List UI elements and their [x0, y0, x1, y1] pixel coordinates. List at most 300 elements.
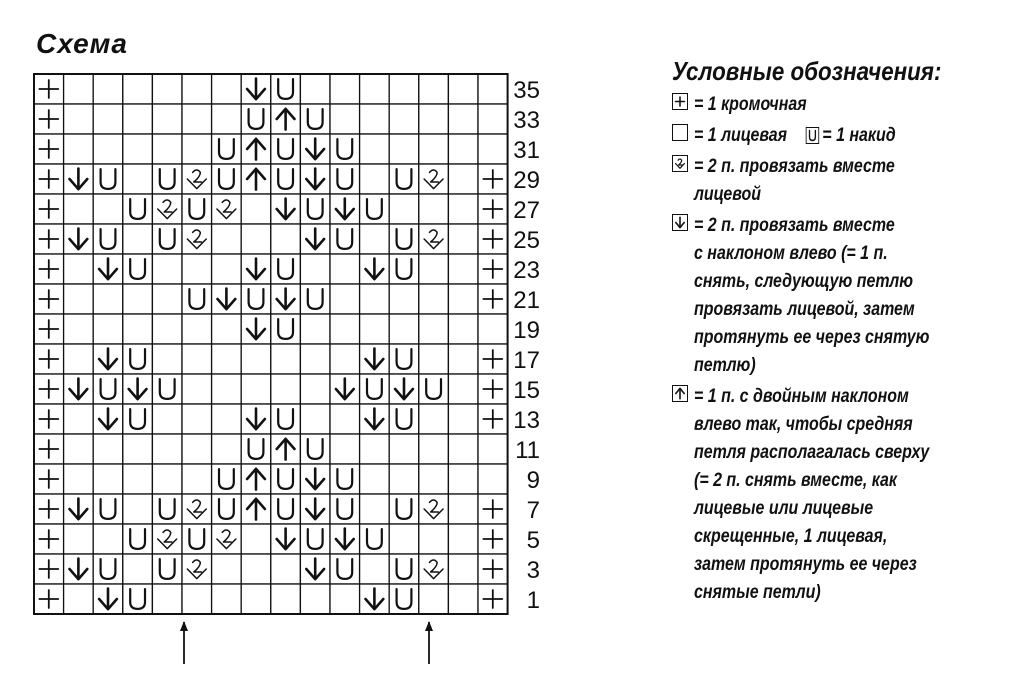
k2tog-left-arrow-icon — [330, 194, 360, 224]
row-number: 15 — [513, 377, 540, 404]
knit-cell — [212, 74, 242, 104]
knit-cell — [419, 464, 449, 494]
knit-cell — [212, 314, 242, 344]
yarn-over-icon — [389, 494, 419, 524]
chart-title: Схема — [36, 28, 128, 59]
knit-cell — [300, 74, 330, 104]
yarn-over-icon — [389, 584, 419, 614]
yarn-over-icon — [212, 164, 242, 194]
k2tog-left-arrow-icon — [64, 494, 94, 524]
double-decrease-icon — [672, 385, 688, 402]
knit-cell — [241, 194, 271, 224]
yarn-over-icon — [212, 464, 242, 494]
knit-cell — [182, 74, 212, 104]
k2tog-left-arrow-icon — [93, 404, 123, 434]
knit-cell — [93, 74, 123, 104]
knit-cell — [389, 524, 419, 554]
yarn-over-icon — [271, 404, 301, 434]
knit-cell — [300, 254, 330, 284]
k2tog-left-arrow-icon — [241, 314, 271, 344]
legend-item — [672, 91, 1012, 119]
knit-cell — [389, 314, 419, 344]
yarn-over-icon — [182, 194, 212, 224]
yarn-over-icon — [300, 434, 330, 464]
knit-cell — [271, 374, 301, 404]
knit-cell — [330, 344, 360, 374]
k2tog-right-icon — [672, 155, 688, 172]
edge-stitch-plus-icon — [34, 224, 64, 254]
legend — [672, 56, 1012, 607]
knit-cell — [448, 404, 478, 434]
knit-cell — [64, 314, 94, 344]
k2tog-left-arrow-icon — [271, 524, 301, 554]
knit-cell — [448, 524, 478, 554]
yarn-over-icon — [182, 524, 212, 554]
row-number: 5 — [526, 527, 540, 554]
knit-cell — [360, 104, 390, 134]
knit-cell — [271, 554, 301, 584]
k2tog-right-icon — [419, 554, 449, 584]
row-number: 7 — [526, 497, 540, 524]
legend-item — [672, 212, 1012, 380]
yarn-over-icon — [93, 554, 123, 584]
knit-cell — [152, 74, 182, 104]
edge-stitch-plus-icon — [478, 344, 508, 374]
knit-cell — [182, 434, 212, 464]
yarn-over-icon — [360, 524, 390, 554]
yarn-over-icon — [271, 74, 301, 104]
yarn-over-icon — [389, 344, 419, 374]
knit-cell — [330, 434, 360, 464]
legend-line: затем протянуть ее через — [694, 554, 917, 575]
legend-line: лицевой — [694, 184, 762, 205]
row-number: 9 — [526, 467, 540, 494]
edge-stitch-plus-icon — [34, 74, 64, 104]
edge-stitch-plus-icon — [34, 404, 64, 434]
knit-cell — [212, 584, 242, 614]
knit-cell — [360, 224, 390, 254]
knit-cell — [93, 434, 123, 464]
legend-item-text — [694, 153, 895, 209]
knit-cell — [448, 74, 478, 104]
k2tog-right-icon — [419, 164, 449, 194]
edge-stitch-plus-icon — [34, 254, 64, 284]
yarn-over-icon — [152, 494, 182, 524]
yarn-over-icon — [271, 464, 301, 494]
k2tog-left-arrow-icon — [271, 284, 301, 314]
knit-cell — [478, 314, 508, 344]
double-decrease-arrow-icon — [241, 134, 271, 164]
k2tog-left-arrow-icon — [241, 404, 271, 434]
knit-cell — [448, 584, 478, 614]
knit-cell — [152, 404, 182, 434]
repeat-marker-arrow-icon — [425, 621, 433, 664]
knit-cell — [330, 284, 360, 314]
knit-cell — [300, 404, 330, 434]
row-number: 21 — [513, 287, 540, 314]
knit-cell — [478, 134, 508, 164]
yarn-over-icon — [93, 164, 123, 194]
knit-cell — [64, 404, 94, 434]
knit-cell — [212, 344, 242, 374]
k2tog-left-arrow-icon — [93, 344, 123, 374]
knit-cell — [64, 104, 94, 134]
knit-cell — [212, 554, 242, 584]
k2tog-right-icon — [182, 554, 212, 584]
knit-cell — [64, 74, 94, 104]
k2tog-right-icon — [182, 164, 212, 194]
legend-line: петля располагалась сверху — [694, 442, 930, 463]
edge-stitch-plus-icon — [478, 404, 508, 434]
knit-cell — [448, 254, 478, 284]
knit-cell — [360, 284, 390, 314]
edge-stitch-plus-icon — [34, 374, 64, 404]
k2tog-left-icon — [672, 214, 688, 231]
knit-cell — [182, 584, 212, 614]
knit-cell — [389, 194, 419, 224]
k2tog-left-arrow-icon — [241, 254, 271, 284]
yarn-over-icon — [300, 524, 330, 554]
knit-cell — [360, 464, 390, 494]
yarn-over-icon — [123, 524, 153, 554]
knit-cell — [448, 344, 478, 374]
knit-cell — [123, 314, 153, 344]
knit-cell — [300, 584, 330, 614]
yarn-over-icon — [389, 254, 419, 284]
edge-stitch-plus-icon — [478, 554, 508, 584]
legend-line: провязать лицевой, затем — [694, 299, 915, 320]
legend-extra-text: = 1 накид — [822, 125, 896, 146]
edge-stitch-plus-icon — [34, 434, 64, 464]
knit-cell — [419, 134, 449, 164]
knit-cell — [330, 74, 360, 104]
edge-stitch-plus-icon — [34, 464, 64, 494]
knit-cell — [389, 134, 419, 164]
knit-cell — [389, 104, 419, 134]
yarn-over-icon — [212, 134, 242, 164]
edge-stitch-plus-icon — [34, 524, 64, 554]
legend-line: влево так, чтобы средняя — [694, 414, 913, 435]
knit-cell — [241, 584, 271, 614]
k2tog-left-arrow-icon — [93, 254, 123, 284]
edge-stitch-plus-icon — [478, 164, 508, 194]
k2tog-right-icon — [212, 524, 242, 554]
knit-cell — [123, 494, 153, 524]
k2tog-left-arrow-icon — [360, 254, 390, 284]
knit-cell — [64, 464, 94, 494]
legend-line: снятые петли) — [694, 582, 821, 603]
knit-cell — [419, 584, 449, 614]
k2tog-left-arrow-icon — [123, 374, 153, 404]
knit-cell — [123, 164, 153, 194]
k2tog-left-arrow-icon — [212, 284, 242, 314]
knit-cell — [360, 494, 390, 524]
legend-item — [672, 122, 1012, 150]
edge-stitch-plus-icon — [34, 194, 64, 224]
yarn-over-icon — [93, 224, 123, 254]
yarn-over-icon — [300, 104, 330, 134]
k2tog-right-icon — [152, 524, 182, 554]
legend-item-text — [694, 212, 929, 380]
knit-cell — [448, 284, 478, 314]
knit-cell — [212, 254, 242, 284]
yarn-over-icon — [389, 404, 419, 434]
yarn-over-icon — [389, 164, 419, 194]
yarn-over-icon — [330, 164, 360, 194]
knit-cell — [212, 224, 242, 254]
yarn-over-icon — [330, 554, 360, 584]
row-number: 3 — [526, 557, 540, 584]
knit-cell — [182, 134, 212, 164]
yarn-over-icon — [271, 134, 301, 164]
double-decrease-arrow-icon — [241, 164, 271, 194]
repeat-marker-arrow-icon — [180, 621, 188, 664]
yarn-over-icon — [271, 164, 301, 194]
edge-stitch-plus-icon — [34, 134, 64, 164]
knit-cell — [152, 344, 182, 374]
legend-title: Условные обозначения: — [672, 56, 942, 86]
knit-cell — [241, 524, 271, 554]
knit-cell — [330, 404, 360, 434]
row-number: 13 — [513, 407, 540, 434]
k2tog-right-icon — [182, 494, 212, 524]
knit-cell — [152, 254, 182, 284]
edge-stitch-plus-icon — [34, 164, 64, 194]
knit-cell — [182, 344, 212, 374]
row-number: 33 — [513, 107, 540, 134]
knit-cell — [271, 344, 301, 374]
yarn-over-icon — [123, 254, 153, 284]
knit-cell — [152, 464, 182, 494]
knit-cell — [212, 404, 242, 434]
knit-cell — [478, 434, 508, 464]
knit-cell — [389, 74, 419, 104]
k2tog-left-arrow-icon — [93, 584, 123, 614]
legend-item-text — [694, 122, 896, 150]
knit-cell — [360, 134, 390, 164]
yarn-over-icon — [330, 224, 360, 254]
knit-cell — [300, 314, 330, 344]
legend-line: протянуть ее через снятую — [694, 327, 930, 348]
knit-cell — [182, 404, 212, 434]
row-number: 17 — [513, 347, 540, 374]
knit-cell — [123, 284, 153, 314]
knit-cell — [478, 74, 508, 104]
yarn-over-icon — [330, 134, 360, 164]
empty-square-icon — [672, 124, 688, 141]
knit-cell — [448, 164, 478, 194]
legend-line: (= 2 п. снять вместе, как — [694, 470, 897, 491]
knit-cell — [419, 104, 449, 134]
yarn-over-icon — [212, 494, 242, 524]
legend-line: лицевые или лицевые — [694, 498, 874, 519]
double-decrease-arrow-icon — [271, 434, 301, 464]
legend-line: = 1 кромочная — [694, 94, 807, 115]
k2tog-left-arrow-icon — [300, 494, 330, 524]
knit-cell — [241, 224, 271, 254]
legend-line: с наклоном влево (= 1 п. — [694, 243, 888, 264]
knit-cell — [93, 194, 123, 224]
yarn-over-icon — [360, 374, 390, 404]
yarn-over-icon — [123, 584, 153, 614]
row-number: 25 — [513, 227, 540, 254]
k2tog-right-icon — [212, 194, 242, 224]
k2tog-left-arrow-icon — [389, 374, 419, 404]
yarn-over-icon — [152, 164, 182, 194]
knit-cell — [64, 134, 94, 164]
knit-cell — [419, 194, 449, 224]
double-decrease-arrow-icon — [271, 104, 301, 134]
yarn-over-icon — [806, 127, 819, 144]
legend-item — [672, 153, 1012, 209]
knit-cell — [360, 164, 390, 194]
k2tog-right-icon — [419, 224, 449, 254]
knit-cell — [212, 434, 242, 464]
knit-cell — [123, 74, 153, 104]
knit-cell — [419, 524, 449, 554]
knit-cell — [93, 284, 123, 314]
yarn-over-icon — [419, 374, 449, 404]
knit-cell — [123, 134, 153, 164]
knit-cell — [64, 284, 94, 314]
knit-cell — [419, 314, 449, 344]
row-number: 11 — [515, 437, 540, 464]
legend-item-text — [694, 91, 807, 119]
k2tog-left-arrow-icon — [330, 524, 360, 554]
yarn-over-icon — [271, 494, 301, 524]
knit-cell — [330, 584, 360, 614]
knit-cell — [64, 524, 94, 554]
knit-cell — [300, 374, 330, 404]
yarn-over-icon — [360, 194, 390, 224]
knit-cell — [271, 584, 301, 614]
legend-line: = 1 п. с двойным наклоном — [694, 386, 909, 407]
knit-cell — [478, 104, 508, 134]
yarn-over-icon — [93, 374, 123, 404]
knit-cell — [448, 434, 478, 464]
legend-line: петлю) — [694, 355, 756, 376]
knit-cell — [123, 224, 153, 254]
knit-cell — [360, 74, 390, 104]
legend-line: скрещенные, 1 лицевая, — [694, 526, 888, 547]
yarn-over-icon — [123, 404, 153, 434]
k2tog-left-arrow-icon — [360, 584, 390, 614]
k2tog-left-arrow-icon — [300, 554, 330, 584]
edge-stitch-plus-icon — [34, 344, 64, 374]
legend-line: = 2 п. провязать вместе — [694, 215, 895, 236]
yarn-over-icon — [389, 224, 419, 254]
k2tog-left-arrow-icon — [360, 344, 390, 374]
knit-cell — [241, 344, 271, 374]
k2tog-left-arrow-icon — [64, 224, 94, 254]
knit-cell — [182, 254, 212, 284]
yarn-over-icon — [300, 284, 330, 314]
yarn-over-icon — [152, 374, 182, 404]
k2tog-left-arrow-icon — [330, 374, 360, 404]
knit-cell — [152, 134, 182, 164]
knit-cell — [123, 554, 153, 584]
knit-cell — [448, 374, 478, 404]
double-decrease-arrow-icon — [241, 494, 271, 524]
edge-stitch-plus-icon — [478, 374, 508, 404]
legend-line: = 1 лицевая = 1 накид — [694, 125, 896, 146]
knit-cell — [152, 104, 182, 134]
knit-cell — [212, 374, 242, 404]
knit-cell — [152, 584, 182, 614]
knit-cell — [152, 434, 182, 464]
k2tog-left-arrow-icon — [300, 134, 330, 164]
yarn-over-icon — [271, 254, 301, 284]
k2tog-left-arrow-icon — [360, 404, 390, 434]
knit-cell — [448, 554, 478, 584]
knit-cell — [448, 224, 478, 254]
row-number: 31 — [513, 137, 540, 164]
knit-cell — [241, 374, 271, 404]
knit-cell — [448, 494, 478, 524]
yarn-over-icon — [152, 554, 182, 584]
knit-cell — [330, 254, 360, 284]
knit-cell — [360, 434, 390, 464]
yarn-over-icon — [123, 194, 153, 224]
knit-cell — [300, 344, 330, 374]
edge-stitch-plus-icon — [34, 104, 64, 134]
knit-cell — [182, 314, 212, 344]
knit-cell — [241, 554, 271, 584]
edge-stitch-plus-icon — [34, 584, 64, 614]
knit-cell — [419, 254, 449, 284]
k2tog-left-arrow-icon — [64, 374, 94, 404]
edge-stitch-plus-icon — [34, 314, 64, 344]
legend-line: = 2 п. провязать вместе — [694, 156, 895, 177]
knit-cell — [478, 464, 508, 494]
yarn-over-icon — [241, 284, 271, 314]
yarn-over-icon — [271, 314, 301, 344]
yarn-over-icon — [182, 284, 212, 314]
k2tog-left-arrow-icon — [300, 464, 330, 494]
knit-cell — [389, 434, 419, 464]
row-number: 29 — [513, 167, 540, 194]
k2tog-left-arrow-icon — [241, 74, 271, 104]
row-number: 27 — [513, 197, 540, 224]
k2tog-right-icon — [152, 194, 182, 224]
edge-stitch-plus-icon — [478, 584, 508, 614]
knit-cell — [64, 584, 94, 614]
knit-cell — [182, 464, 212, 494]
edge-stitch-plus-icon — [478, 494, 508, 524]
edge-stitch-plus-icon — [478, 524, 508, 554]
legend-line: снять, следующую петлю — [694, 271, 914, 292]
knit-cell — [360, 314, 390, 344]
yarn-over-icon — [152, 224, 182, 254]
edge-stitch-plus-icon — [478, 284, 508, 314]
knit-cell — [93, 134, 123, 164]
knit-cell — [93, 464, 123, 494]
edge-stitch-plus-icon — [478, 224, 508, 254]
knit-cell — [64, 434, 94, 464]
legend-item — [672, 383, 1012, 607]
knit-cell — [123, 434, 153, 464]
knit-cell — [389, 464, 419, 494]
yarn-over-icon — [330, 494, 360, 524]
knit-cell — [419, 344, 449, 374]
knit-cell — [123, 464, 153, 494]
k2tog-right-icon — [182, 224, 212, 254]
row-number: 1 — [526, 587, 540, 614]
yarn-over-icon — [330, 464, 360, 494]
k2tog-left-arrow-icon — [271, 194, 301, 224]
double-decrease-arrow-icon — [241, 464, 271, 494]
knit-cell — [64, 194, 94, 224]
